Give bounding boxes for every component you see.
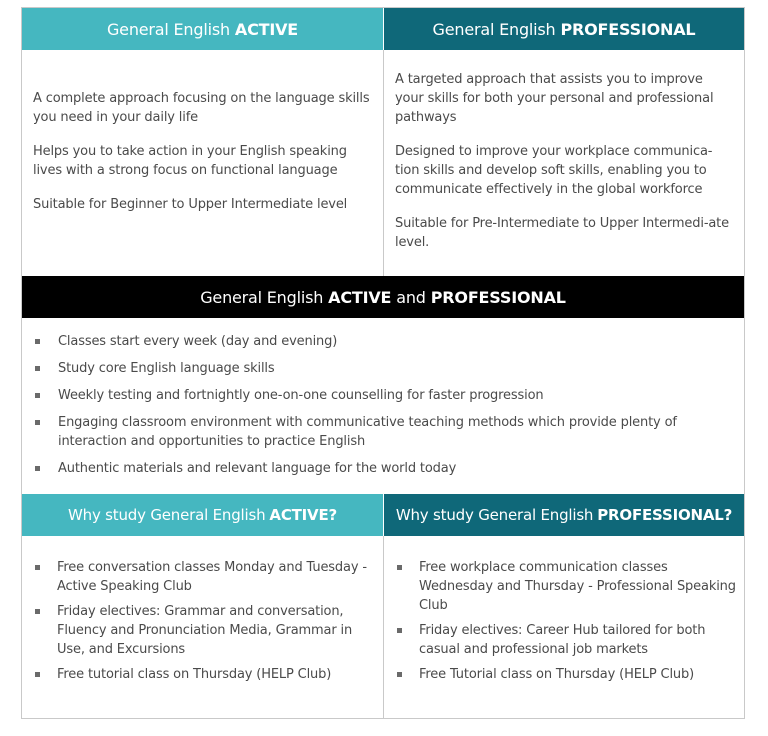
active-desc-2: Helps you to take action in your English speaking lives with a strong focus on functional language xyxy=(33,144,347,178)
list-item: Free tutorial class on Thursday (HELP Club) xyxy=(22,665,377,684)
list-item: Engaging classroom environment with communicative teaching methods which provide plenty of interaction and opportunities to practice English xyxy=(22,413,736,451)
description-divider xyxy=(383,50,384,276)
list-item: Weekly testing and fortnightly one-on-one counselling for faster progression xyxy=(22,386,736,405)
active-header xyxy=(22,8,383,50)
combined-header xyxy=(22,276,744,318)
course-comparison-table xyxy=(21,7,745,719)
why-professional-header xyxy=(384,494,744,536)
combined-header-prefix: General English xyxy=(200,287,324,307)
why-professional-list xyxy=(384,558,744,690)
professional-desc-2: Designed to improve your workplace communica-tion skills and develop soft skills, enabling you to communicate effectively in the global workforce xyxy=(395,144,713,197)
list-item: Classes start every week (day and evening) xyxy=(22,332,736,351)
professional-header xyxy=(384,8,744,50)
why-active-header xyxy=(22,494,383,536)
active-description xyxy=(33,89,378,229)
professional-desc-1: A targeted approach that assists you to improve your skills for both your personal and professional pathways xyxy=(395,72,714,125)
active-header-prefix: General English xyxy=(106,19,230,39)
why-active-list xyxy=(22,558,383,690)
combined-header-bold-2: PROFESSIONAL xyxy=(430,287,566,307)
active-desc-3: Suitable for Beginner to Upper Intermediate level xyxy=(33,197,348,212)
why-professional-header-prefix: Why study General English xyxy=(395,506,594,524)
list-item: Friday electives: Career Hub tailored for both casual and professional job markets xyxy=(384,621,738,659)
list-item: Free conversation classes Monday and Tuesday - Active Speaking Club xyxy=(22,558,377,596)
list-item: Free workplace communication classes Wednesday and Thursday - Professional Speaking Club xyxy=(384,558,738,615)
why-active-header-prefix: Why study General English xyxy=(68,506,266,524)
why-professional-header-bold: PROFESSIONAL? xyxy=(597,506,733,524)
professional-desc-3: Suitable for Pre-Intermediate to Upper Intermedi-ate level. xyxy=(395,216,729,250)
professional-header-bold: PROFESSIONAL xyxy=(560,19,696,39)
combined-features xyxy=(22,332,744,486)
professional-description xyxy=(395,70,733,267)
active-header-bold: ACTIVE xyxy=(234,19,299,39)
list-item: Friday electives: Grammar and conversation, Fluency and Pronunciation Media, Grammar in Use, and Excursions xyxy=(22,602,377,659)
list-item: Free Tutorial class on Thursday (HELP Club) xyxy=(384,665,738,684)
professional-header-prefix: General English xyxy=(432,19,556,39)
active-desc-1: A complete approach focusing on the language skills you need in your daily life xyxy=(33,91,370,125)
list-item: Authentic materials and relevant language for the world today xyxy=(22,459,736,478)
why-active-header-bold: ACTIVE? xyxy=(269,506,337,524)
combined-header-bold-1: ACTIVE xyxy=(328,287,392,307)
list-item: Study core English language skills xyxy=(22,359,736,378)
combined-header-mid: and xyxy=(396,287,426,307)
